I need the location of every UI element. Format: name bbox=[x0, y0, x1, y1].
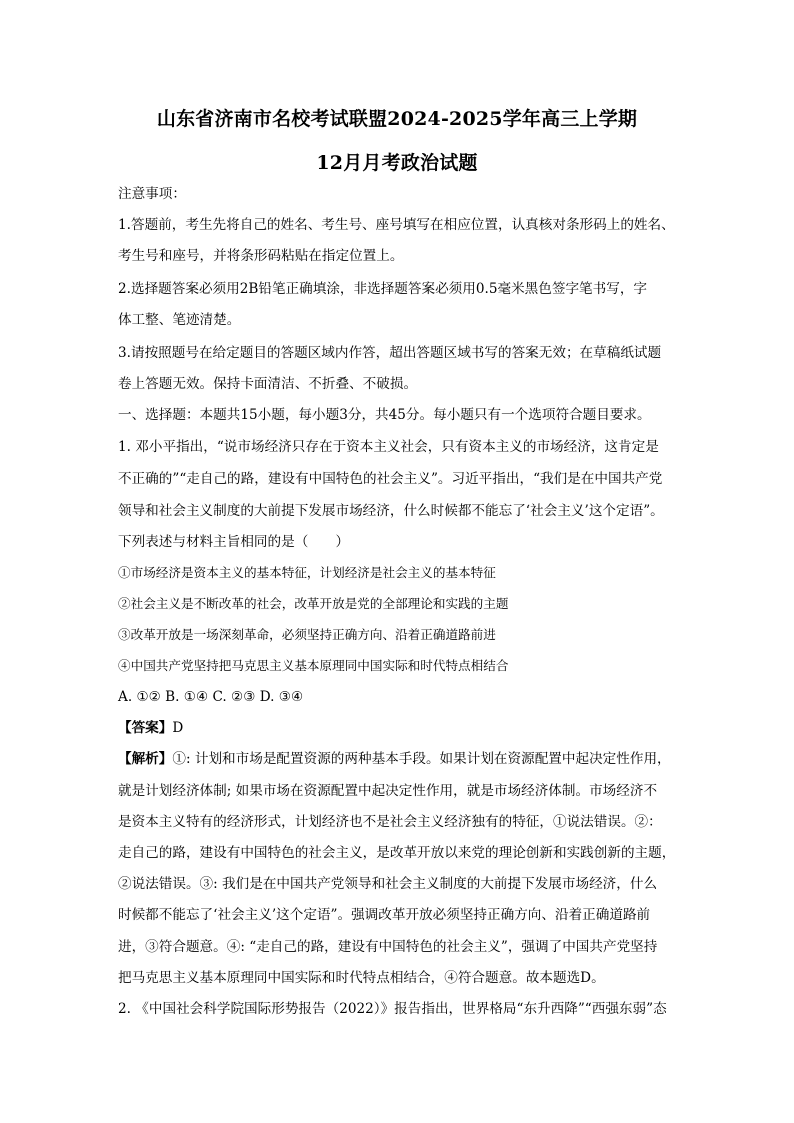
answer-value: D bbox=[172, 720, 184, 736]
analysis-line bbox=[118, 749, 671, 769]
notice-line: 2.选择题答案必须用2B铅笔正确填涂，非选择题答案必须用0.5毫米黑色签字笔书写，字 bbox=[118, 281, 648, 297]
analysis-line: 进，③符合题意。④: “走自己的路，建设有中国特色的社会主义”，强调了中国共产党坚持 bbox=[118, 939, 658, 955]
analysis-text: ①: 计划和市场是配置资源的两种基本手段。如果计划在资源配置中起决定性作用， bbox=[172, 751, 671, 767]
notice-line: 卷上答题无效。保持卡面清洁、不折叠、不破损。 bbox=[118, 376, 418, 392]
question-stem-line: 2. 《中国社会科学院国际形势报告（2022）》报告指出，世界格局“东升西降”“西强东弱”态 bbox=[118, 1001, 667, 1017]
statement-item: ①市场经济是资本主义的基本特征，计划经济是社会主义的基本特征 bbox=[118, 565, 496, 580]
question-stem-line: 1. 邓小平指出，“说市场经济只存在于资本主义社会，只有资本主义的市场经济，这肯定是 bbox=[118, 439, 659, 455]
analysis-line: ②说法错误。③: 我们是在中国共产党领导和社会主义制度的大前提下发展市场经济，什么 bbox=[118, 876, 658, 892]
notice-line: 1.答题前，考生先将自己的姓名、考生号、座号填写在相应位置，认真核对条形码上的姓名、 bbox=[118, 217, 675, 233]
analysis-label: 【解析】 bbox=[118, 751, 173, 767]
analysis-line: 就是计划经济体制; 如果市场在资源配置中起决定性作用，就是市场经济体制。市场经济不 bbox=[118, 783, 658, 799]
answer-line bbox=[118, 718, 183, 738]
analysis-line: 时候都不能忘了‘社会主义’这个定语”。强调改革开放必须坚持正确方向、沿着正确道路前 bbox=[118, 907, 651, 923]
question-stem-line: 不正确的”“走自己的路，建设有中国特色的社会主义”。习近平指出，“我们是在中国共产党 bbox=[118, 471, 663, 487]
analysis-line: 把马克思主义基本原理同中国实际和时代特点相结合，④符合题意。故本题选D。 bbox=[118, 970, 605, 986]
statement-item: ②社会主义是不断改革的社会，改革开放是党的全部理论和实践的主题 bbox=[118, 596, 509, 611]
question-stem-line: 领导和社会主义制度的大前提下发展市场经济，什么时候都不能忘了‘社会主义’这个定语”。 bbox=[118, 503, 664, 519]
notice-line: 考生号和座号，并将条形码粘贴在指定位置上。 bbox=[118, 248, 404, 264]
answer-label: 【答案】 bbox=[118, 720, 173, 736]
exam-title-line-2: 12月月考政治试题 bbox=[316, 152, 478, 174]
notice-line: 体工整、笔迹清楚。 bbox=[118, 312, 241, 328]
analysis-line: 走自己的路，建设有中国特色的社会主义，是改革开放以来党的理论创新和实践创新的主题， bbox=[118, 845, 676, 861]
statement-item: ③改革开放是一场深刻革命，必须坚持正确方向、沿着正确道路前进 bbox=[118, 627, 496, 642]
section-heading: 一、选择题：本题共15小题，每小题3分，共45分。每小题只有一个选项符合题目要求。 bbox=[118, 407, 651, 423]
statement-item: ④中国共产党坚持把马克思主义基本原理同中国实际和时代特点相结合 bbox=[118, 658, 509, 673]
notice-heading: 注意事项： bbox=[118, 186, 186, 202]
question-stem-line: 下列表述与材料主旨相同的是（ ） bbox=[118, 534, 350, 550]
exam-title-line-1: 山东省济南市名校考试联盟2024-2025学年高三上学期 bbox=[156, 108, 638, 130]
notice-line: 3.请按照题号在给定题目的答题区域内作答，超出答题区域书写的答案无效；在草稿纸试题 bbox=[118, 345, 662, 361]
analysis-line: 是资本主义特有的经济形式，计划经济也不是社会主义经济独有的特征，①说法错误。②： bbox=[118, 814, 662, 830]
answer-choices: A. ①② B. ①④ C. ②③ D. ③④ bbox=[118, 689, 304, 705]
